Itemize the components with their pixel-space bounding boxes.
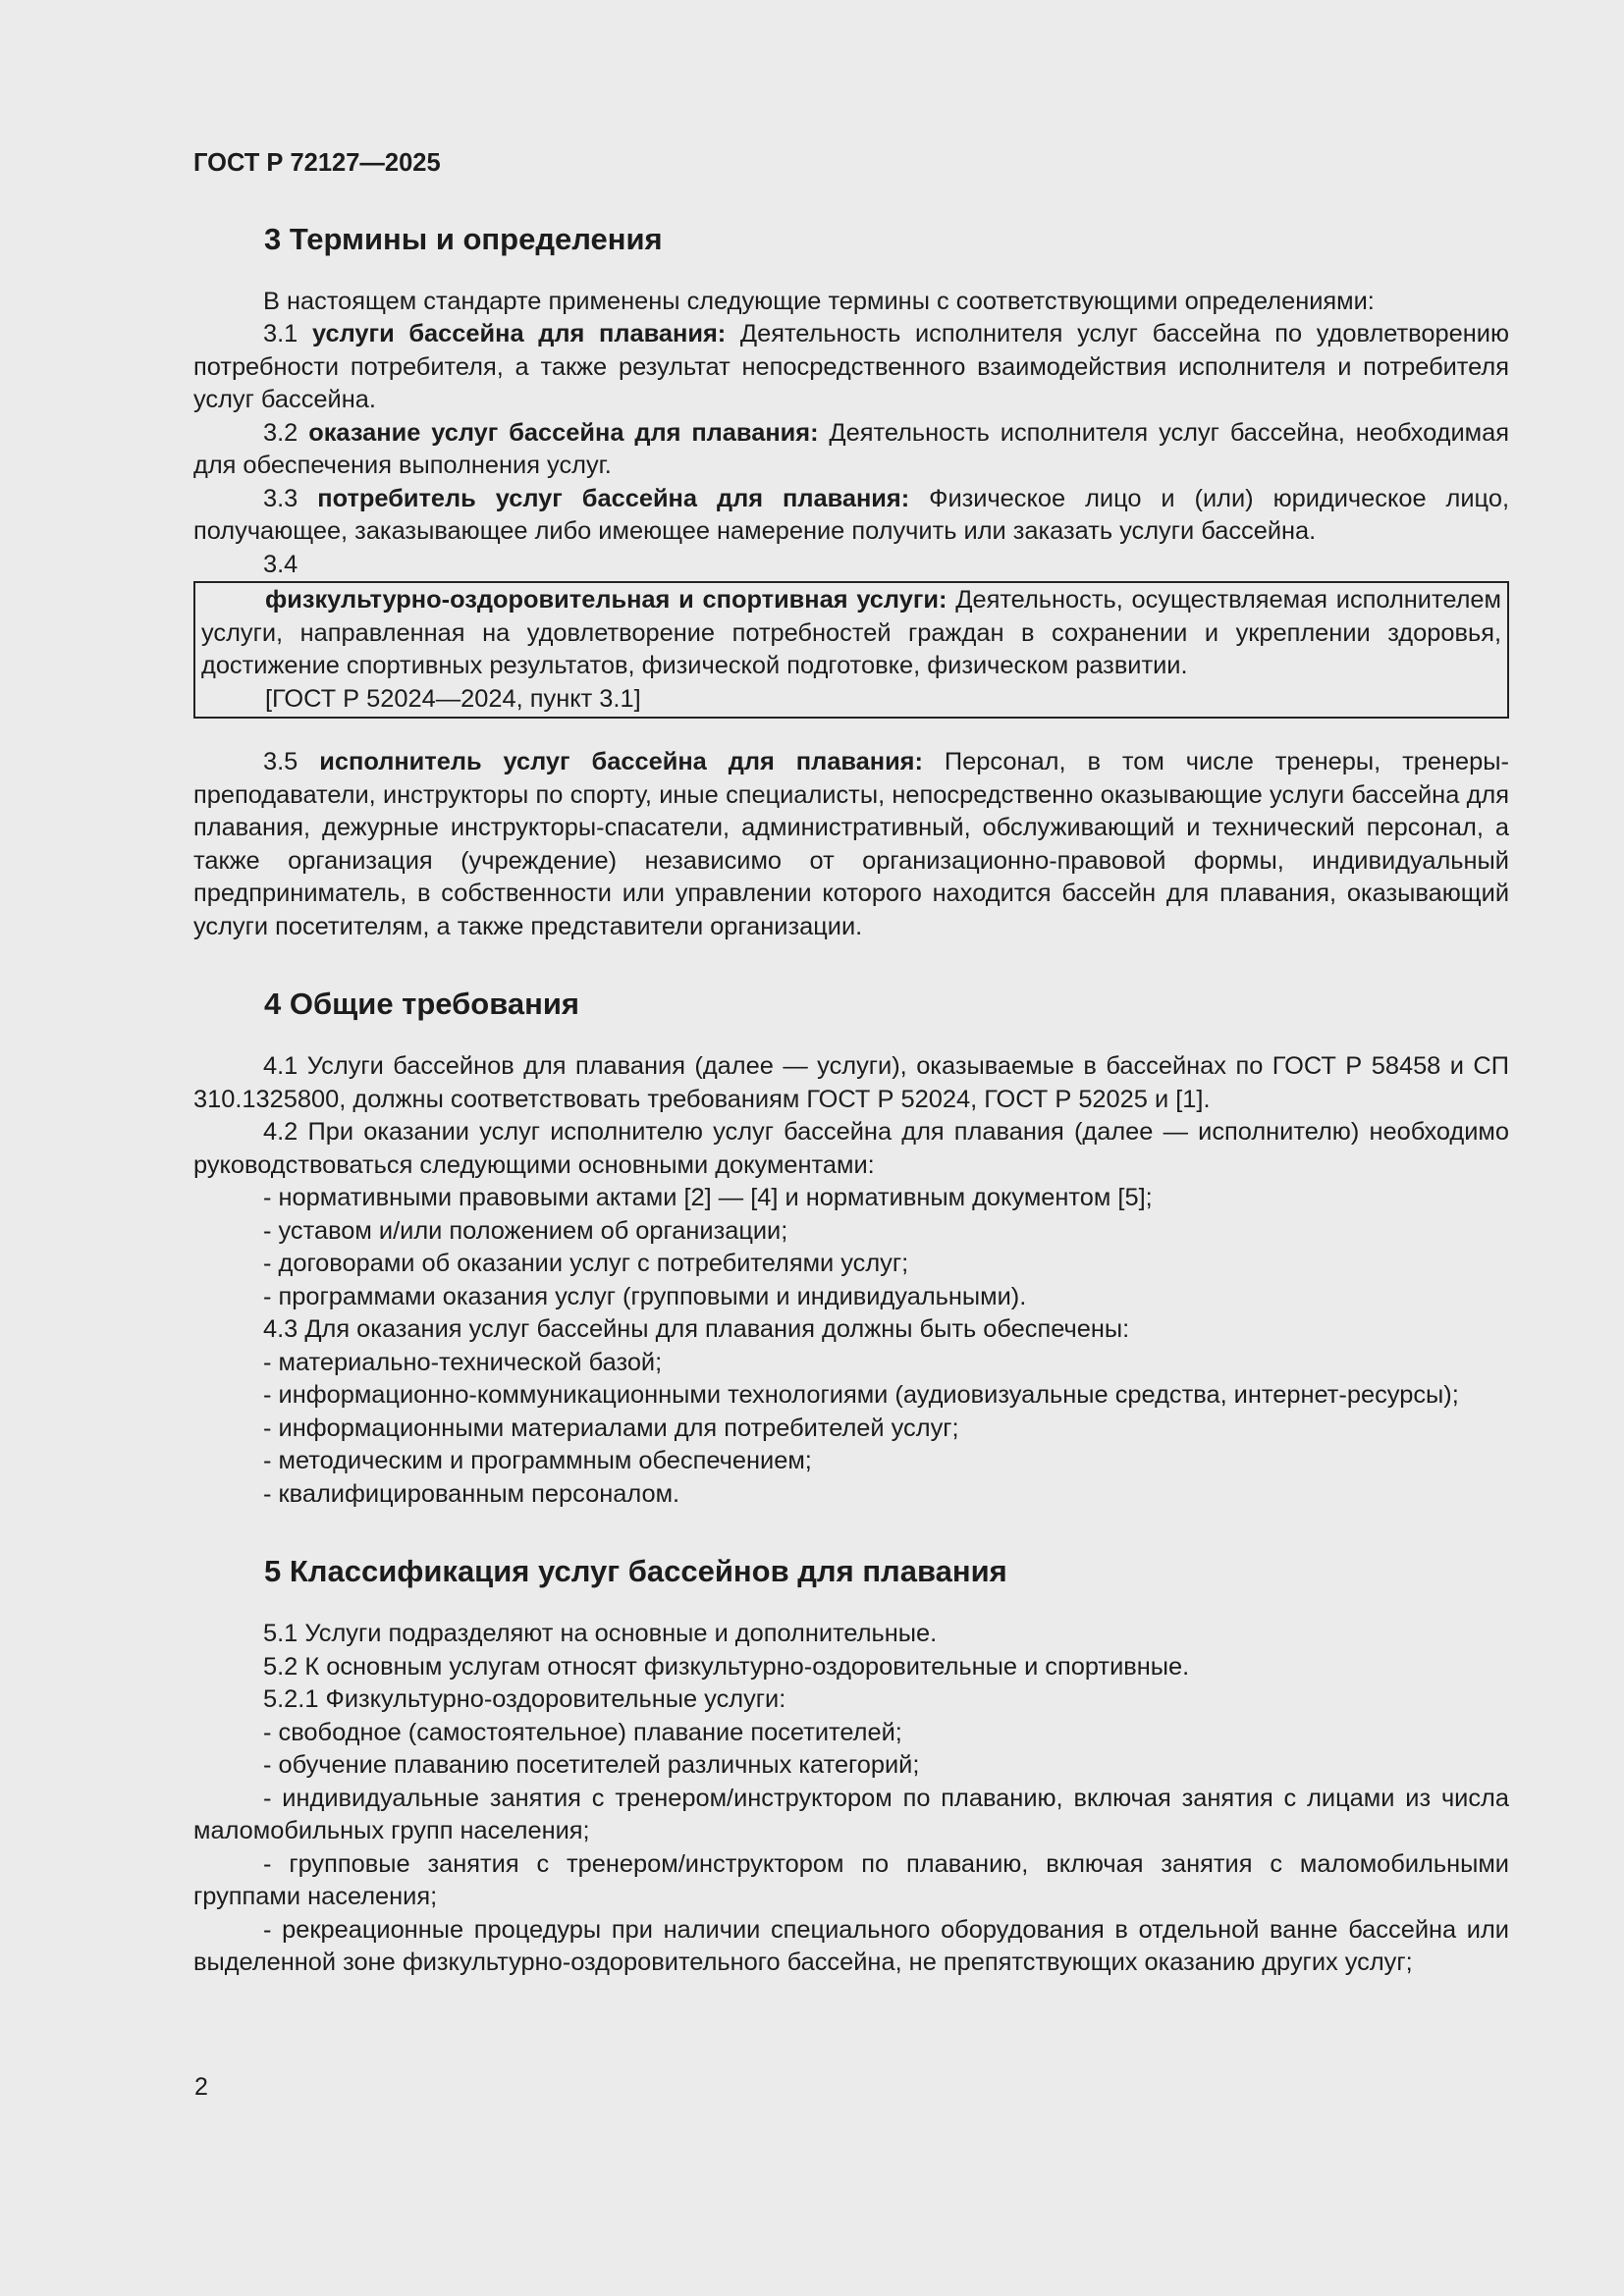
section-4-list-item: - информационными материалами для потребителей услуг; [263,1414,959,1442]
term-definition: Персонал, в том числе тренеры, тренеры-преподаватели, инструкторы по спорту, иные специалисты, непосредственно оказывающие услуги бассейна для плавания, дежурные инструкторы-спасатели, административный, обслуживающий и технический персонал, а также организация (учреждение) независимо от организационно-правовой формы, индивидуальный предприниматель, в собственности или управлении которого находится бассейн для плавания, оказывающий услуги посетителям, а также представители организации. [193,748,1509,940]
term-name: исполнитель услуг бассейна для плавания: [319,748,923,775]
section-4-list-item: - нормативными правовыми актами [2] — [4] и нормативным документом [5]; [263,1184,1153,1211]
term-number: 3.3 [263,484,318,512]
term-definition: Деятельность исполнителя услуг бассейна по удовлетворению потребности потребителя, а также результат непосредственного взаимодействия исполнителя и потребителя услуг бассейна. [193,320,1509,413]
section-4-list-item: - квалифицированным персоналом. [263,1479,680,1508]
term-3-1 [193,318,1509,417]
section-4-list-item: - информационно-коммуникационными технологиями (аудиовизуальные средства, интернет-ресурсы); [263,1381,1459,1409]
term-name: потребитель услуг бассейна для плавания: [317,484,910,512]
section-5-paragraph: 5.2 К основным услугам относят физкультурно-оздоровительные и спортивные. [263,1652,1190,1681]
section-5-list-item: - рекреационные процедуры при наличии специального оборудования в отдельной ванне бассейна или выделенной зоне физкультурно-оздоровительного бассейна, не препятствующих оказанию других услуг; [193,1915,1509,1976]
section-4-list-item: - программами оказания услуг (групповыми и индивидуальными). [263,1282,1027,1310]
section-3-intro: В настоящем стандарте применены следующие термины с соответствующими определениями: [263,287,1375,315]
term-definition: Физическое лицо и (или) юридическое лицо, получающее, заказывающее либо имеющее намерение получить или заказать услуги бассейна. [193,484,1509,545]
section-4-list-item: - уставом и/или положением об организации; [263,1216,788,1245]
term-3-3 [193,483,1509,549]
section-5-title: 5 Классификация услуг бассейнов для плавания [264,1554,1007,1588]
section-4-title: 4 Общие требования [264,987,579,1021]
document-code-header: ГОСТ Р 72127—2025 [193,149,441,177]
term-definition: Деятельность, осуществляемая исполнителем услуги, направленная на удовлетворение потребностей граждан в сохранении и укреплении здоровья, достижение спортивных результатов, физической подготовке, физическом развитии. [201,586,1501,679]
section-5-list-item: - групповые занятия с тренером/инструктором по плаванию, включая занятия с маломобильными группами населения; [193,1849,1509,1910]
term-name: физкультурно-оздоровительная и спортивная услуги: [265,586,947,614]
term-3-4 [201,584,1501,683]
section-5-list-item: - индивидуальные занятия с тренером/инструктором по плаванию, включая занятия с лицами из числа маломобильных групп населения; [193,1784,1509,1844]
section-4-paragraph: 4.2 При оказании услуг исполнителю услуг бассейна для плавания (далее — исполнителю) необходимо руководствоваться следующими основными документами: [193,1118,1509,1179]
term-definition: Деятельность исполнителя услуг бассейна, необходимая для обеспечения выполнения услуг. [193,418,1509,479]
section-4-list-item: - материально-технической базой; [263,1348,663,1376]
section-4-paragraph: 4.1 Услуги бассейнов для плавания (далее — услуги), оказываемые в бассейнах по ГОСТ Р 58458 и СП 310.1325800, должны соответствовать требованиям ГОСТ Р 52024, ГОСТ Р 52025 и [1]. [193,1052,1509,1113]
term-number: 3.5 [263,748,320,775]
term-number: 3.1 [263,320,312,347]
term-3-4-reference: [ГОСТ Р 52024—2024, пункт 3.1] [265,684,641,713]
term-number: 3.2 [263,418,309,447]
section-4-list-item: - договорами об оказании услуг с потребителями услуг; [263,1250,909,1277]
term-3-4-number: 3.4 [263,550,298,578]
term-3-5 [193,746,1509,943]
section-3-title: 3 Термины и определения [264,221,663,256]
section-5-paragraph: 5.1 Услуги подразделяют на основные и дополнительные. [263,1620,938,1647]
term-name: услуги бассейна для плавания: [311,320,727,347]
term-name: оказание услуг бассейна для плавания: [308,418,819,447]
page-number: 2 [194,2073,208,2101]
section-4-paragraph: 4.3 Для оказания услуг бассейны для плавания должны быть обеспечены: [263,1315,1130,1343]
section-4-list-item: - методическим и программным обеспечением; [263,1447,812,1474]
term-3-2 [193,417,1509,483]
term-3-4-box [193,581,1509,719]
document-page [193,147,1509,1980]
section-5-list-item: - обучение плаванию посетителей различных категорий; [263,1751,920,1779]
section-5-paragraph: 5.2.1 Физкультурно-оздоровительные услуги: [263,1685,786,1713]
section-5-list-item: - свободное (самостоятельное) плавание посетителей; [263,1718,902,1746]
